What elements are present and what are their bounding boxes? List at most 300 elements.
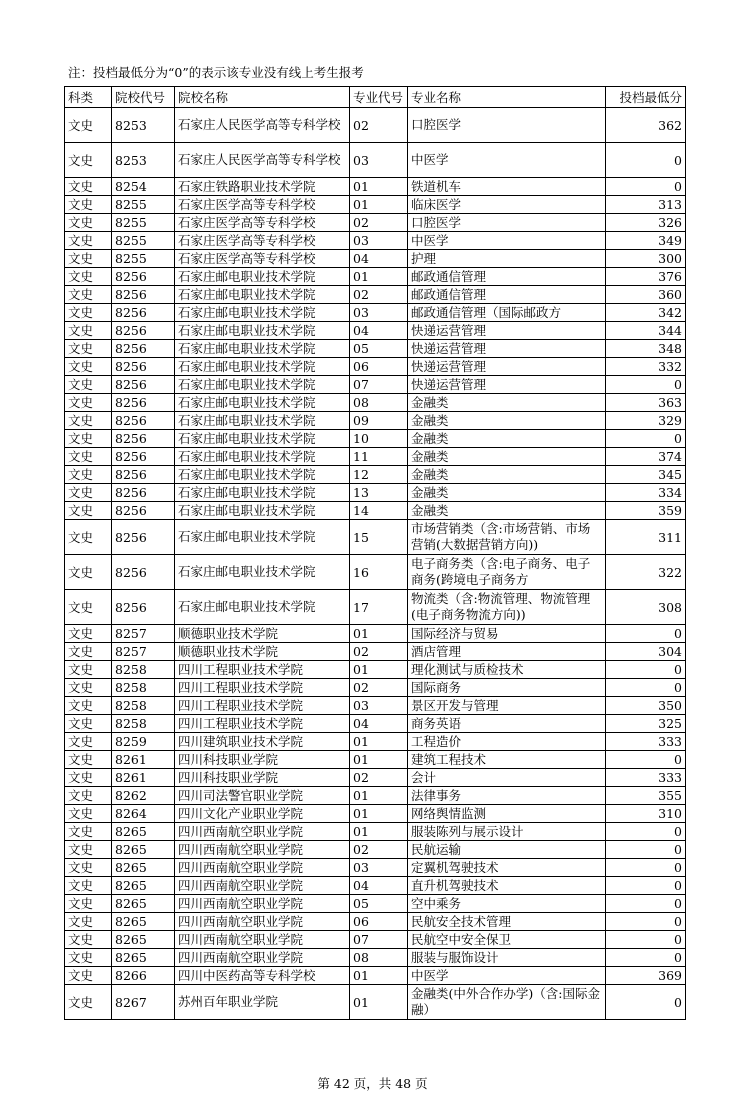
cell-school-code: 8254 (112, 178, 175, 196)
cell-major-name: 护理 (408, 250, 606, 268)
cell-major-name: 国际经济与贸易 (408, 625, 606, 643)
cell-major-code: 01 (350, 178, 408, 196)
cell-major-code: 07 (350, 931, 408, 949)
cell-school-name: 四川西南航空职业学院 (175, 913, 350, 931)
cell-category: 文史 (65, 304, 112, 322)
cell-major-code: 09 (350, 412, 408, 430)
cell-min-score: 0 (606, 895, 686, 913)
cell-major-name: 民航空中安全保卫 (408, 931, 606, 949)
cell-major-code: 04 (350, 715, 408, 733)
table-row (65, 715, 686, 733)
cell-major-name: 铁道机车 (408, 178, 606, 196)
table-row (65, 661, 686, 679)
cell-major-name: 服装与服饰设计 (408, 949, 606, 967)
cell-school-code: 8256 (112, 340, 175, 358)
cell-min-score: 362 (606, 108, 686, 143)
cell-major-name: 工程造价 (408, 733, 606, 751)
cell-min-score: 0 (606, 949, 686, 967)
cell-school-name: 四川科技职业学院 (175, 769, 350, 787)
cell-category: 文史 (65, 805, 112, 823)
cell-major-name: 中医学 (408, 232, 606, 250)
cell-min-score: 344 (606, 322, 686, 340)
cell-school-code: 8256 (112, 466, 175, 484)
cell-category: 文史 (65, 196, 112, 214)
cell-school-code: 8265 (112, 931, 175, 949)
cell-category: 文史 (65, 555, 112, 590)
cell-min-score: 376 (606, 268, 686, 286)
cell-major-code: 02 (350, 841, 408, 859)
cell-major-name: 定翼机驾驶技术 (408, 859, 606, 877)
cell-category: 文史 (65, 751, 112, 769)
cell-major-name: 民航安全技术管理 (408, 913, 606, 931)
table-row (65, 340, 686, 358)
table-row (65, 376, 686, 394)
cell-category: 文史 (65, 787, 112, 805)
cell-major-code: 02 (350, 286, 408, 304)
cell-school-name: 石家庄邮电职业技术学院 (175, 484, 350, 502)
cell-school-code: 8255 (112, 232, 175, 250)
table-row (65, 484, 686, 502)
cell-category: 文史 (65, 661, 112, 679)
cell-school-name: 石家庄邮电职业技术学院 (175, 520, 350, 555)
cell-school-name: 四川工程职业技术学院 (175, 715, 350, 733)
table-row (65, 232, 686, 250)
cell-major-name: 会计 (408, 769, 606, 787)
cell-school-code: 8256 (112, 304, 175, 322)
table-row (65, 985, 686, 1020)
cell-school-name: 四川西南航空职业学院 (175, 877, 350, 895)
cell-school-name: 石家庄人民医学高等专科学校 (175, 143, 350, 178)
cell-major-code: 08 (350, 394, 408, 412)
cell-category: 文史 (65, 769, 112, 787)
cell-min-score: 332 (606, 358, 686, 376)
cell-school-name: 四川西南航空职业学院 (175, 949, 350, 967)
cell-category: 文史 (65, 697, 112, 715)
table-row (65, 733, 686, 751)
cell-min-score: 333 (606, 733, 686, 751)
cell-major-code: 13 (350, 484, 408, 502)
table-row (65, 913, 686, 931)
table-row (65, 394, 686, 412)
table-row (65, 304, 686, 322)
cell-category: 文史 (65, 733, 112, 751)
cell-school-code: 8256 (112, 376, 175, 394)
cell-major-code: 16 (350, 555, 408, 590)
table-row (65, 466, 686, 484)
cell-school-name: 四川文化产业职业学院 (175, 805, 350, 823)
cell-school-name: 石家庄邮电职业技术学院 (175, 412, 350, 430)
cell-min-score: 349 (606, 232, 686, 250)
cell-school-name: 石家庄邮电职业技术学院 (175, 304, 350, 322)
cell-major-code: 04 (350, 322, 408, 340)
cell-major-code: 03 (350, 232, 408, 250)
table-note: 注：投档最低分为“0”的表示该专业没有线上考生报考 (68, 65, 364, 80)
cell-category: 文史 (65, 143, 112, 178)
cell-major-code: 02 (350, 108, 408, 143)
cell-school-code: 8258 (112, 715, 175, 733)
table-row (65, 679, 686, 697)
cell-min-score: 0 (606, 376, 686, 394)
cell-school-name: 四川西南航空职业学院 (175, 859, 350, 877)
header-major-code: 专业代号 (350, 87, 408, 108)
cell-school-name: 四川工程职业技术学院 (175, 697, 350, 715)
cell-major-code: 01 (350, 625, 408, 643)
cell-category: 文史 (65, 376, 112, 394)
cell-school-name: 四川工程职业技术学院 (175, 661, 350, 679)
table-header-row (65, 87, 686, 108)
table-row (65, 555, 686, 590)
cell-major-code: 14 (350, 502, 408, 520)
cell-major-name: 国际商务 (408, 679, 606, 697)
cell-major-code: 01 (350, 196, 408, 214)
cell-min-score: 329 (606, 412, 686, 430)
cell-min-score: 322 (606, 555, 686, 590)
cell-category: 文史 (65, 358, 112, 376)
cell-major-name: 金融类(中外合作办学)（含:国际金融） (408, 985, 606, 1020)
cell-school-code: 8265 (112, 823, 175, 841)
cell-school-code: 8262 (112, 787, 175, 805)
cell-major-name: 金融类 (408, 466, 606, 484)
cell-category: 文史 (65, 232, 112, 250)
cell-min-score: 333 (606, 769, 686, 787)
table-row (65, 841, 686, 859)
cell-major-code: 02 (350, 679, 408, 697)
cell-min-score: 310 (606, 805, 686, 823)
cell-major-code: 01 (350, 751, 408, 769)
cell-school-name: 石家庄医学高等专科学校 (175, 250, 350, 268)
cell-category: 文史 (65, 715, 112, 733)
cell-major-code: 11 (350, 448, 408, 466)
table-row (65, 178, 686, 196)
cell-major-name: 金融类 (408, 502, 606, 520)
cell-school-name: 石家庄铁路职业技术学院 (175, 178, 350, 196)
cell-major-code: 03 (350, 697, 408, 715)
cell-min-score: 0 (606, 931, 686, 949)
table-row (65, 590, 686, 625)
cell-major-code: 01 (350, 268, 408, 286)
cell-min-score: 311 (606, 520, 686, 555)
cell-school-name: 四川西南航空职业学院 (175, 931, 350, 949)
cell-major-name: 临床医学 (408, 196, 606, 214)
table-row (65, 358, 686, 376)
table-row (65, 250, 686, 268)
cell-major-name: 服装陈列与展示设计 (408, 823, 606, 841)
cell-category: 文史 (65, 108, 112, 143)
table-row (65, 895, 686, 913)
cell-school-name: 顺德职业技术学院 (175, 625, 350, 643)
cell-min-score: 0 (606, 985, 686, 1020)
cell-school-code: 8258 (112, 679, 175, 697)
cell-school-code: 8256 (112, 502, 175, 520)
cell-major-code: 01 (350, 823, 408, 841)
table-row (65, 502, 686, 520)
cell-major-code: 15 (350, 520, 408, 555)
cell-school-code: 8255 (112, 196, 175, 214)
cell-category: 文史 (65, 178, 112, 196)
cell-major-code: 02 (350, 643, 408, 661)
cell-category: 文史 (65, 985, 112, 1020)
cell-major-code: 01 (350, 967, 408, 985)
cell-category: 文史 (65, 214, 112, 232)
cell-category: 文史 (65, 466, 112, 484)
cell-major-code: 05 (350, 895, 408, 913)
cell-major-name: 邮政通信管理 (408, 286, 606, 304)
cell-min-score: 350 (606, 697, 686, 715)
cell-category: 文史 (65, 841, 112, 859)
cell-school-name: 石家庄邮电职业技术学院 (175, 340, 350, 358)
cell-category: 文史 (65, 679, 112, 697)
table-row (65, 214, 686, 232)
cell-min-score: 359 (606, 502, 686, 520)
table-row (65, 931, 686, 949)
cell-school-code: 8256 (112, 430, 175, 448)
cell-min-score: 369 (606, 967, 686, 985)
cell-min-score: 345 (606, 466, 686, 484)
cell-school-code: 8256 (112, 286, 175, 304)
cell-major-code: 05 (350, 340, 408, 358)
cell-major-code: 01 (350, 805, 408, 823)
cell-category: 文史 (65, 625, 112, 643)
cell-category: 文史 (65, 484, 112, 502)
cell-major-code: 06 (350, 913, 408, 931)
cell-min-score: 304 (606, 643, 686, 661)
cell-major-name: 电子商务类（含:电子商务、电子商务(跨境电子商务方 (408, 555, 606, 590)
table-row (65, 643, 686, 661)
cell-school-name: 石家庄邮电职业技术学院 (175, 466, 350, 484)
cell-school-code: 8265 (112, 877, 175, 895)
cell-category: 文史 (65, 394, 112, 412)
table-row (65, 108, 686, 143)
cell-category: 文史 (65, 823, 112, 841)
cell-major-name: 金融类 (408, 394, 606, 412)
cell-major-code: 01 (350, 661, 408, 679)
cell-school-code: 8265 (112, 859, 175, 877)
cell-major-name: 口腔医学 (408, 108, 606, 143)
header-min-score: 投档最低分 (606, 87, 686, 108)
cell-school-name: 四川科技职业学院 (175, 751, 350, 769)
cell-major-name: 金融类 (408, 484, 606, 502)
table-row (65, 787, 686, 805)
cell-major-name: 快递运营管理 (408, 358, 606, 376)
cell-major-code: 07 (350, 376, 408, 394)
cell-category: 文史 (65, 268, 112, 286)
cell-major-code: 10 (350, 430, 408, 448)
table-row (65, 196, 686, 214)
cell-major-name: 口腔医学 (408, 214, 606, 232)
cell-category: 文史 (65, 967, 112, 985)
cell-school-name: 石家庄邮电职业技术学院 (175, 322, 350, 340)
cell-min-score: 0 (606, 841, 686, 859)
table-row (65, 268, 686, 286)
cell-school-name: 石家庄邮电职业技术学院 (175, 394, 350, 412)
cell-category: 文史 (65, 286, 112, 304)
header-category: 科类 (65, 87, 112, 108)
cell-major-name: 酒店管理 (408, 643, 606, 661)
table-row (65, 823, 686, 841)
cell-school-code: 8256 (112, 448, 175, 466)
cell-min-score: 0 (606, 661, 686, 679)
cell-major-code: 01 (350, 985, 408, 1020)
cell-school-name: 石家庄邮电职业技术学院 (175, 430, 350, 448)
table-row (65, 751, 686, 769)
cell-major-name: 邮政通信管理（国际邮政方 (408, 304, 606, 322)
cell-category: 文史 (65, 412, 112, 430)
cell-major-name: 金融类 (408, 412, 606, 430)
cell-min-score: 363 (606, 394, 686, 412)
cell-major-code: 01 (350, 787, 408, 805)
cell-major-code: 03 (350, 859, 408, 877)
cell-school-code: 8257 (112, 643, 175, 661)
cell-major-name: 金融类 (408, 448, 606, 466)
cell-category: 文史 (65, 643, 112, 661)
cell-major-code: 03 (350, 304, 408, 322)
cell-major-code: 02 (350, 769, 408, 787)
cell-school-code: 8256 (112, 412, 175, 430)
cell-major-code: 17 (350, 590, 408, 625)
table-row (65, 430, 686, 448)
cell-category: 文史 (65, 502, 112, 520)
cell-min-score: 308 (606, 590, 686, 625)
cell-major-name: 快递运营管理 (408, 322, 606, 340)
cell-school-code: 8265 (112, 913, 175, 931)
cell-school-code: 8256 (112, 484, 175, 502)
cell-major-name: 民航运输 (408, 841, 606, 859)
cell-major-name: 网络舆情监测 (408, 805, 606, 823)
cell-min-score: 355 (606, 787, 686, 805)
cell-school-name: 石家庄医学高等专科学校 (175, 214, 350, 232)
cell-min-score: 0 (606, 625, 686, 643)
cell-min-score: 360 (606, 286, 686, 304)
cell-min-score: 334 (606, 484, 686, 502)
table-row (65, 286, 686, 304)
cell-school-name: 苏州百年职业学院 (175, 985, 350, 1020)
cell-school-name: 石家庄邮电职业技术学院 (175, 358, 350, 376)
cell-major-code: 12 (350, 466, 408, 484)
table-row (65, 967, 686, 985)
table-row (65, 769, 686, 787)
cell-category: 文史 (65, 859, 112, 877)
cell-category: 文史 (65, 430, 112, 448)
cell-min-score: 0 (606, 679, 686, 697)
cell-school-name: 石家庄人民医学高等专科学校 (175, 108, 350, 143)
cell-min-score: 374 (606, 448, 686, 466)
cell-school-name: 石家庄邮电职业技术学院 (175, 376, 350, 394)
cell-major-code: 04 (350, 877, 408, 895)
cell-major-code: 03 (350, 143, 408, 178)
table-row (65, 877, 686, 895)
table-row (65, 949, 686, 967)
header-school-name: 院校名称 (175, 87, 350, 108)
cell-school-name: 四川建筑职业技术学院 (175, 733, 350, 751)
cell-major-name: 中医学 (408, 967, 606, 985)
cell-category: 文史 (65, 250, 112, 268)
table-row (65, 625, 686, 643)
table-row (65, 143, 686, 178)
cell-major-name: 物流类（含:物流管理、物流管理(电子商务物流方向)) (408, 590, 606, 625)
cell-min-score: 325 (606, 715, 686, 733)
cell-school-code: 8256 (112, 520, 175, 555)
cell-school-code: 8258 (112, 697, 175, 715)
cell-school-name: 四川工程职业技术学院 (175, 679, 350, 697)
cell-major-name: 空中乘务 (408, 895, 606, 913)
cell-category: 文史 (65, 949, 112, 967)
cell-school-code: 8261 (112, 769, 175, 787)
cell-school-code: 8265 (112, 841, 175, 859)
table-row (65, 412, 686, 430)
cell-major-name: 市场营销类（含:市场营销、市场营销(大数据营销方向)) (408, 520, 606, 555)
cell-school-code: 8256 (112, 268, 175, 286)
cell-min-score: 0 (606, 751, 686, 769)
cell-major-name: 快递运营管理 (408, 340, 606, 358)
cell-min-score: 348 (606, 340, 686, 358)
cell-major-name: 景区开发与管理 (408, 697, 606, 715)
cell-school-name: 四川西南航空职业学院 (175, 823, 350, 841)
cell-school-code: 8256 (112, 555, 175, 590)
cell-major-name: 中医学 (408, 143, 606, 178)
cell-school-code: 8259 (112, 733, 175, 751)
table-row (65, 448, 686, 466)
cell-school-code: 8256 (112, 358, 175, 376)
cell-school-name: 石家庄邮电职业技术学院 (175, 268, 350, 286)
cell-school-code: 8261 (112, 751, 175, 769)
cell-min-score: 0 (606, 913, 686, 931)
cell-school-code: 8256 (112, 322, 175, 340)
cell-min-score: 342 (606, 304, 686, 322)
cell-school-code: 8253 (112, 108, 175, 143)
cell-major-code: 04 (350, 250, 408, 268)
cell-major-name: 理化测试与质检技术 (408, 661, 606, 679)
cell-school-code: 8265 (112, 949, 175, 967)
cell-min-score: 0 (606, 877, 686, 895)
cell-major-code: 06 (350, 358, 408, 376)
header-school-code: 院校代号 (112, 87, 175, 108)
table-row (65, 322, 686, 340)
cell-school-code: 8266 (112, 967, 175, 985)
header-major-name: 专业名称 (408, 87, 606, 108)
cell-category: 文史 (65, 322, 112, 340)
cell-category: 文史 (65, 520, 112, 555)
cell-major-code: 08 (350, 949, 408, 967)
cell-school-code: 8257 (112, 625, 175, 643)
page-footer: 第 42 页，共 48 页 (317, 1076, 428, 1091)
table-row (65, 520, 686, 555)
cell-school-code: 8256 (112, 590, 175, 625)
cell-min-score: 0 (606, 143, 686, 178)
cell-school-name: 石家庄邮电职业技术学院 (175, 448, 350, 466)
cell-school-code: 8255 (112, 214, 175, 232)
cell-school-code: 8265 (112, 895, 175, 913)
cell-major-name: 邮政通信管理 (408, 268, 606, 286)
cell-school-name: 顺德职业技术学院 (175, 643, 350, 661)
cell-school-name: 石家庄医学高等专科学校 (175, 232, 350, 250)
cell-major-name: 金融类 (408, 430, 606, 448)
cell-category: 文史 (65, 340, 112, 358)
cell-major-name: 建筑工程技术 (408, 751, 606, 769)
cell-min-score: 0 (606, 430, 686, 448)
cell-school-code: 8253 (112, 143, 175, 178)
table-row (65, 859, 686, 877)
cell-school-name: 四川司法警官职业学院 (175, 787, 350, 805)
table-row (65, 697, 686, 715)
cell-school-name: 石家庄邮电职业技术学院 (175, 555, 350, 590)
cell-category: 文史 (65, 590, 112, 625)
cell-school-name: 石家庄邮电职业技术学院 (175, 590, 350, 625)
cell-school-name: 石家庄医学高等专科学校 (175, 196, 350, 214)
cell-min-score: 0 (606, 178, 686, 196)
cell-major-name: 快递运营管理 (408, 376, 606, 394)
cell-category: 文史 (65, 913, 112, 931)
cell-school-code: 8267 (112, 985, 175, 1020)
